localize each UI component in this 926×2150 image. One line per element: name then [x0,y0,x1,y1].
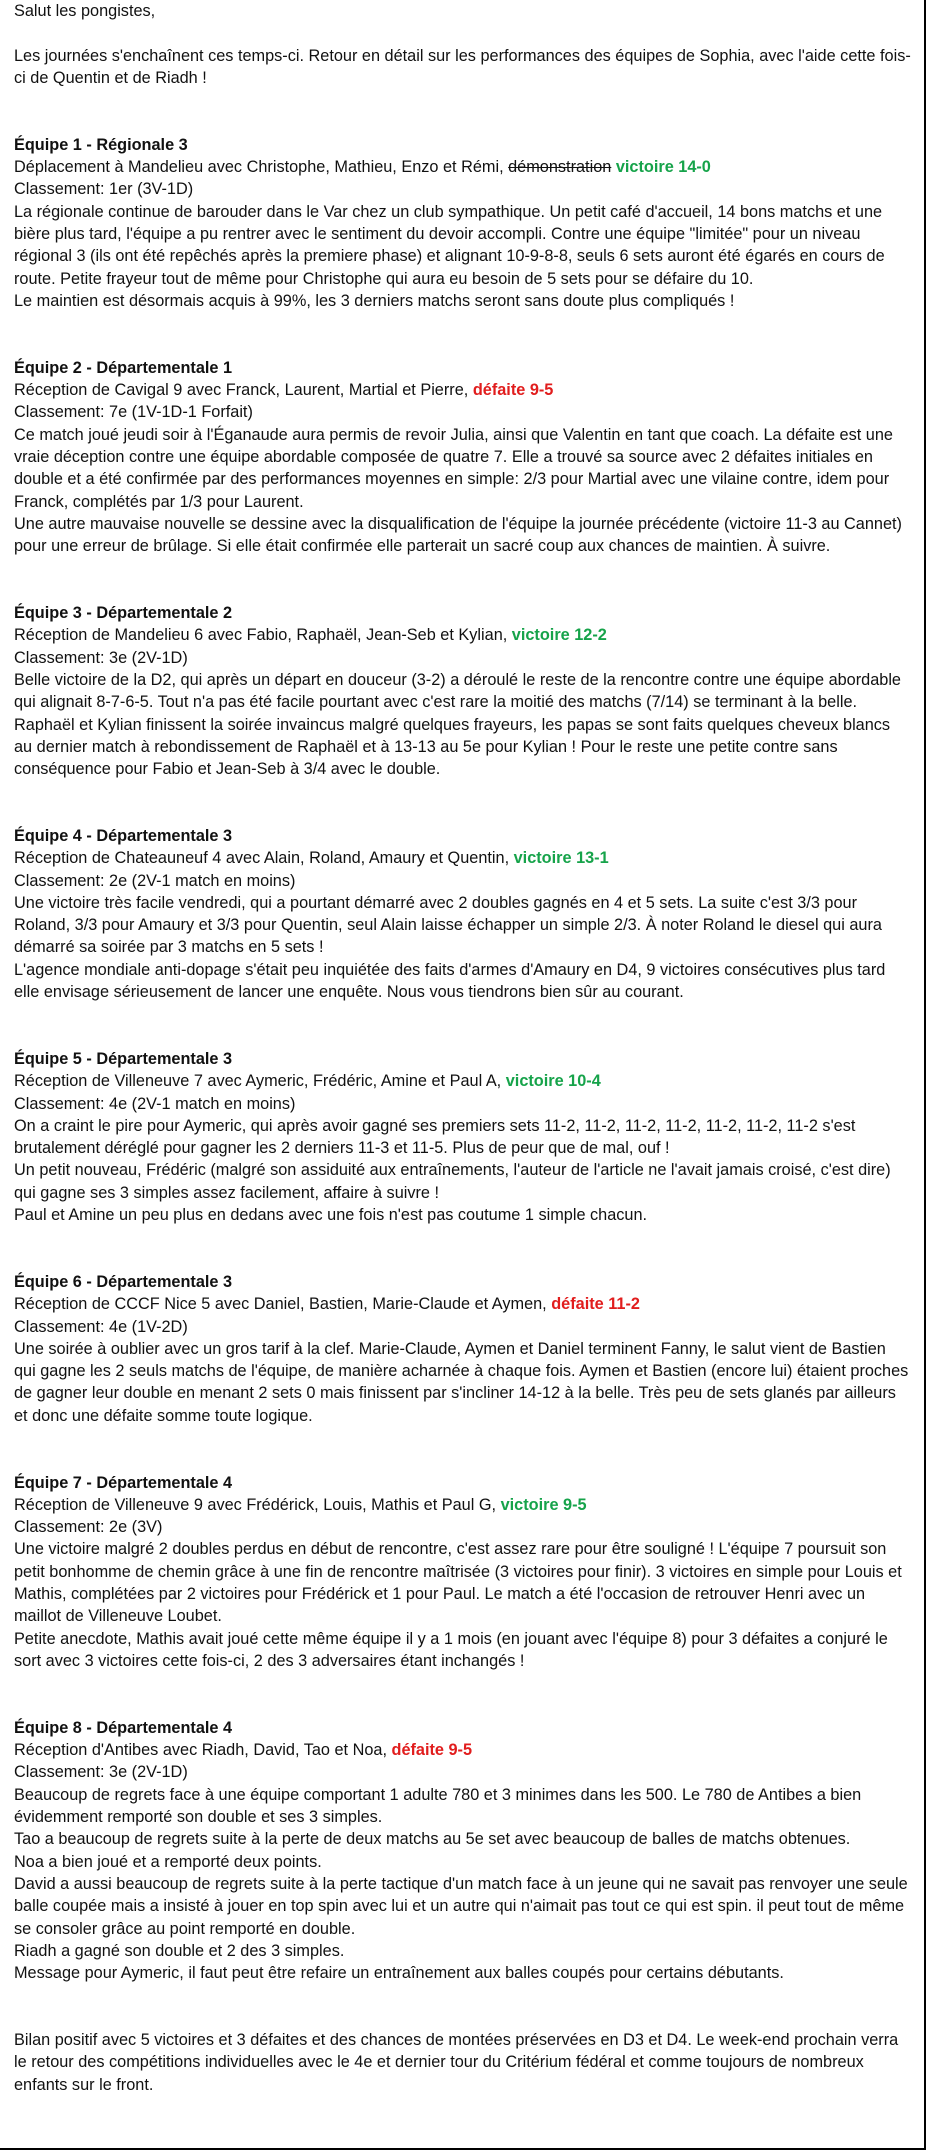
report-paragraph: Beaucoup de regrets face à une équipe comportant 1 adulte 780 et 3 minimes dans les 500. Le 780 de Antibes a bien évidemment remporté son double et ses 3 simples. [14,1785,862,1827]
match-description: Réception de CCCF Nice 5 avec Daniel, Bastien, Marie-Claude et Aymen, [14,1295,552,1314]
match-line [14,624,912,646]
report-paragraph: Belle victoire de la D2, qui après un départ en douceur (3-2) a déroulé le reste de la rencontre contre une équipe abordable qui alignait 8-7-6-5. Tout n'a pas été facile pourtant avec c'est rare la moitié des matchs (7/14) se terminant à la belle. [14,670,901,712]
standing: Classement: 3e (2V-1D) [14,648,188,667]
report-paragraph: Une autre mauvaise nouvelle se dessine avec la disqualification de l'équipe la journée précédente (victoire 11-3 au Cannet) pour une erreur de brûlage. Si elle était confirmée elle parterait un sacré coup aux chances de maintien. À suivre. [14,514,902,556]
intro-paragraph: Les journées s'enchaînent ces temps-ci. Retour en détail sur les performances des équipes de Sophia, avec l'aide cette fois-ci de Quentin et de Riadh ! [14,46,911,87]
result-victory: victoire 12-2 [511,626,607,645]
report-paragraph: Une victoire très facile vendredi, qui a pourtant démarré avec 2 doubles gagnés en 4 et 5 sets. La suite c'est 3/3 pour Roland, 3/3 pour Amaury et 3/3 pour Quentin, seul Alain laisse échapper un simple 2/3. À noter Roland le diesel qui aura démarré sa soirée par 3 matchs en 5 sets ! [14,893,882,957]
match-description: Réception de Villeneuve 9 avec Frédérick, Louis, Mathis et Paul G, [14,1495,501,1514]
team-section-6 [14,1271,912,1427]
result-victory: victoire 13-1 [513,849,609,868]
standing: Classement: 1er (3V-1D) [14,180,194,199]
report-paragraph: Riadh a gagné son double et 2 des 3 simples. [14,1941,345,1960]
result-victory: victoire 14-0 [611,158,711,177]
standing: Classement: 4e (1V-2D) [14,1317,188,1336]
spacer [14,1226,912,1271]
team-section-4 [14,825,912,1003]
team-title: Équipe 6 - Départementale 3 [14,1272,233,1291]
report-paragraph: La régionale continue de barouder dans le Var chez un club sympathique. Un petit café d'accueil, 14 bons matchs et une bière plus tard, l'équipe a pu rentrer avec le sentiment du devoir accompli. Contre une équipe "limitée" pour un niveau régional 3 (ils ont été repêchés après la premiere phase) et alignant 10-9-8-8, seuls 6 sets auront été égarés en cours de route. Petite frayeur tout de même pour Christophe qui aura eu besoin de 5 sets pour se défaire du 10. [14,202,885,288]
team-section-2 [14,357,912,558]
standing: Classement: 3e (2V-1D) [14,1763,188,1782]
match-description: Réception d'Antibes avec Riadh, David, Tao et Noa, [14,1741,392,1760]
report-paragraph: Une victoire malgré 2 doubles perdus en début de rencontre, c'est assez rare pour être souligné ! L'équipe 7 poursuit son petit bonhomme de chemin grâce à une fin de rencontre maîtrisée (3 victoires pour finir). 3 victoires en simple pour Louis et Mathis, complétées par 2 victoires pour Frédérick et 1 pour Paul. Le match a été l'occasion de retrouver Henri avec un maillot de Villeneuve Loubet. [14,1540,902,1626]
spacer [14,89,912,134]
report-paragraph: Message pour Aymeric, il faut peut être refaire un entraînement aux balles coupés pour certains débutants. [14,1964,784,1983]
spacer [14,22,912,44]
result-defeat: défaite 9-5 [472,381,554,400]
team-title: Équipe 8 - Départementale 4 [14,1718,233,1737]
spacer [14,557,912,602]
standing: Classement: 2e (2V-1 match en moins) [14,871,296,890]
team-section-5 [14,1048,912,1226]
team-section-1 [14,134,912,312]
team-section-3 [14,602,912,780]
match-description: Réception de Mandelieu 6 avec Fabio, Raphaël, Jean-Seb et Kylian, [14,626,512,645]
team-title: Équipe 5 - Départementale 3 [14,1049,233,1068]
standing: Classement: 7e (1V-1D-1 Forfait) [14,403,253,422]
match-line [14,1739,912,1761]
report-paragraph: Une soirée à oublier avec un gros tarif à la clef. Marie-Claude, Aymen et Daniel terminent Fanny, le salut vient de Bastien qui gagne les 2 seuls matchs de l'équipe, de manière acharnée à chaque fois. Aymen et Bastien (encore lui) étaient proches de gagner leur double en menant 2 sets 0 mais finissent par s'incliner 14-12 à la belle. Très peu de sets glanés par ailleurs et donc une défaite somme toute logique. [14,1339,909,1425]
match-line [14,156,912,178]
match-line [14,847,912,869]
match-description: Réception de Chateauneuf 4 avec Alain, Roland, Amaury et Quentin, [14,849,514,868]
match-description: Réception de Villeneuve 7 avec Aymeric, Frédéric, Amine et Paul A, [14,1072,506,1091]
report-paragraph: Paul et Amine un peu plus en dedans avec une fois n'est pas coutume 1 simple chacun. [14,1206,648,1225]
result-victory: victoire 10-4 [505,1072,601,1091]
match-line [14,1494,912,1516]
report-paragraph: On a craint le pire pour Aymeric, qui après avoir gagné ses premiers sets 11-2, 11-2, 11-2, 11-2, 11-2, 11-2, 11-2 s'est brutalement déréglé pour gagner les 2 derniers 11-3 et 11-5. Plus de peur que de mal, ouf ! [14,1116,856,1158]
struck-text: démonstration [508,158,612,177]
match-line [14,1293,912,1315]
team-section-7 [14,1472,912,1673]
team-title: Équipe 3 - Départementale 2 [14,604,233,623]
report-paragraph: David a aussi beaucoup de regrets suite à la perte tactique d'un match face à un jeune qui ne savait pas renvoyer une seule balle coupée mais a insisté à jouer en top spin avec lui et un autre qui n'aimait pas tout ce qui est spin. il peut tout de même se consoler grâce au point remporté en double. [14,1874,908,1938]
report-paragraph: Raphaël et Kylian finissent la soirée invaincus malgré quelques frayeurs, les papas se sont faits quelques cheveux blancs au dernier match à rebondissement de Raphaël et à 13-13 au 5e pour Kylian ! Pour le reste une petite contre sans conséquence pour Fabio et Jean-Seb à 3/4 avec le double. [14,715,891,779]
spacer [14,1427,912,1472]
report-paragraph: Ce match joué jeudi soir à l'Éganaude aura permis de revoir Julia, ainsi que Valentin en tant que coach. La défaite est une vraie déception contre une équipe abordable composée de quatre 7. Elle a trouvé sa source avec 2 défaites initiales en double et a été confirmée par des performances moyennes en simple: 2/3 pour Martial avec une vilaine contre, idem pour Franck, complétés par 1/3 pour Laurent. [14,425,893,511]
team-title: Équipe 2 - Départementale 1 [14,358,233,377]
team-title: Équipe 1 - Régionale 3 [14,135,188,154]
result-defeat: défaite 11-2 [551,1295,640,1314]
standing: Classement: 4e (2V-1 match en moins) [14,1094,296,1113]
result-victory: victoire 9-5 [500,1495,587,1514]
conclusion-paragraph: Bilan positif avec 5 victoires et 3 défaites et des chances de montées préservées en D3 et D4. Le week-end prochain verra le retour des compétitions individuelles avec le 4e et dernier tour du Critérium fédéral et comme toujours de nombreux enfants sur le front. [14,2031,899,2094]
match-line [14,1070,912,1092]
team-section-8 [14,1717,912,1985]
spacer [14,312,912,357]
spacer [14,780,912,825]
match-line [14,379,912,401]
report-paragraph: Un petit nouveau, Frédéric (malgré son assiduité aux entraînements, l'auteur de l'article ne l'avait jamais croisé, c'est dire) qui gagne ses 3 simples assez facilement, affaire à suivre ! [14,1161,891,1202]
team-title: Équipe 4 - Départementale 3 [14,826,233,845]
spacer [14,1984,912,2029]
greeting: Salut les pongistes, [14,2,156,20]
team-title: Équipe 7 - Départementale 4 [14,1473,233,1492]
report-paragraph: Petite anecdote, Mathis avait joué cette même équipe il y a 1 mois (en jouant avec l'équipe 8) pour 3 défaites a conjuré le sort avec 3 victoires cette fois-ci, 2 des 3 adversaires étant inchangés ! [14,1629,888,1670]
spacer [14,1003,912,1048]
report-paragraph: Noa a bien joué et a remporté deux points. [14,1852,322,1871]
result-defeat: défaite 9-5 [391,1741,473,1760]
match-description: Déplacement à Mandelieu avec Christophe, Mathieu, Enzo et Rémi, [14,158,509,177]
report-paragraph: L'agence mondiale anti-dopage s'était peu inquiétée des faits d'armes d'Amaury en D4, 9 victoires consécutives plus tard elle envisage sérieusement de lancer une enquête. Nous vous tiendrons bien sûr au courant. [14,960,886,1002]
report-paragraph: Tao a beaucoup de regrets suite à la perte de deux matchs au 5e set avec beaucoup de balles de matchs obtenues. [14,1830,851,1849]
spacer [14,1672,912,1717]
standing: Classement: 2e (3V) [14,1518,163,1537]
match-description: Réception de Cavigal 9 avec Franck, Laurent, Martial et Pierre, [14,381,473,400]
report-paragraph: Le maintien est désormais acquis à 99%, les 3 derniers matchs seront sans doute plus compliqués ! [14,291,735,310]
